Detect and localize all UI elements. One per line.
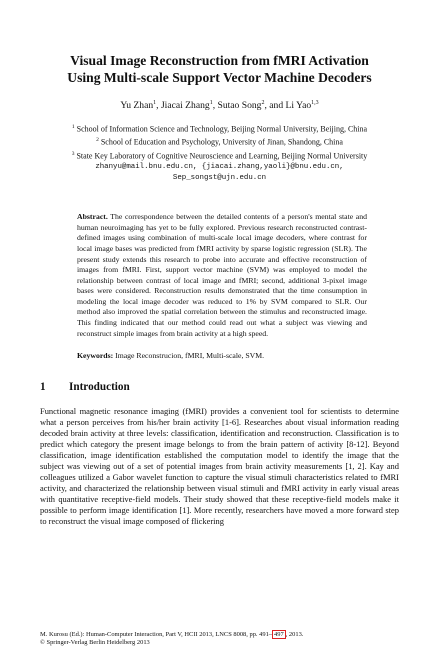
email-line: zhanyu@mail.bnu.edu.cn, {jiacai.zhang,yaoli}@bnu.edu.cn, bbox=[95, 162, 344, 171]
abstract-label: Abstract. bbox=[77, 212, 108, 222]
affiliation: $^2$ School of Education and Psychology, University of Jinan, Shandong, China bbox=[96, 137, 343, 148]
affiliation: $^3$ State Key Laboratory of Cognitive Neuroscience and Learning, Beijing Normal University bbox=[71, 150, 368, 161]
paper-title: Visual Image Reconstruction from fMRI Activation Using Multi-scale Support Vector Machine Decoders bbox=[67, 53, 372, 85]
keywords-label: Keywords: bbox=[77, 351, 114, 361]
author: Li Yao$^{1,3}$ bbox=[285, 100, 319, 112]
author-list: Yu Zhan$^1$, Jiacai Zhang$^1$, Sutao Song$^2$, and Li Yao$^{1,3}$ bbox=[120, 100, 319, 112]
abstract bbox=[77, 212, 367, 339]
affiliation: $^1$ School of Information Science and Technology, Beijing Normal University, Beijing, China bbox=[71, 124, 368, 134]
section-title: Introduction bbox=[69, 380, 130, 393]
author: Sutao Song$^2$ bbox=[217, 100, 265, 112]
author: Jiacai Zhang$^1$ bbox=[160, 100, 213, 112]
keywords-text: Image Reconstrucion, fMRI, Multi-scale, SVM. bbox=[115, 351, 265, 361]
affiliation-list bbox=[40, 122, 399, 162]
abstract-text: The correspondence between the detailed contents of a person's mental state and human neuroimaging has yet to be fully explored. Previous research reconstructed contrast-defined images using combination of multi-scale local image decoders, where contrast for local image bases was predicted from fMRI activity by sparse logistic regression (SLR). The present study extends this research to probe into accurate and effective reconstruction of images from fMRI. First, support vector machine (SVM) was employed to model the relationship between contrast of local image and fMRI; second, additional 3-pixel image bases were considered. Reconstruction results demonstrated that the time consumption in modeling the local image decoder was reduced to 1% by SVM compared to SLR. Our method also improved the spatial correlation between the stimulus and reconstructed image. This finding indicated that our method could read out what a subject was viewing and reconstruct simple images from brain activity at a high speed. bbox=[77, 212, 367, 338]
section-body: Functional magnetic resonance imaging (fMRI) provides a convenient tool for scientists to determine what a person perceives from his/her brain activity [1-6]. Researches about visual information reading decoded brain activity at three levels: classification, identification and reconstruction. Classification is to predict which category the present image belongs to from the brain pattern of activity [8-12]. Beyond classification, image identification established the computation model to identify the image that the subject was viewing out of a set of potential images from brain activity measurements [1, 2]. Kay and colleagues utilized a Gabor wavelet function to capture the visual stimuli characteristics related to fMRI activity, and characterized the relationship between visual stimuli and fMRI activity in early visual areas with quantitative receptive-field models. Their study showed that these receptive-field models make it possible to perform image identification [1]. More recently, researchers have moved a more forward step to reconstruct the visual image composed of flickering bbox=[40, 405, 399, 527]
copyright-line: © Springer-Verlag Berlin Heidelberg 2013 bbox=[40, 639, 150, 647]
email-list bbox=[40, 162, 399, 183]
section-heading bbox=[40, 381, 399, 393]
keywords bbox=[77, 351, 367, 362]
citation-line: M. Kurosu (Ed.): Human-Computer Interaction, Part V, HCII 2013, LNCS 8008, pp. 491– 497 , 2013. bbox=[40, 631, 304, 638]
section-number: 1 bbox=[40, 380, 46, 393]
page-end-link[interactable]: 497 bbox=[274, 631, 284, 638]
page-footer bbox=[40, 630, 399, 647]
email-line: Sep_songst@ujn.edu.cn bbox=[172, 173, 267, 182]
author: Yu Zhan$^1$ bbox=[120, 100, 157, 112]
